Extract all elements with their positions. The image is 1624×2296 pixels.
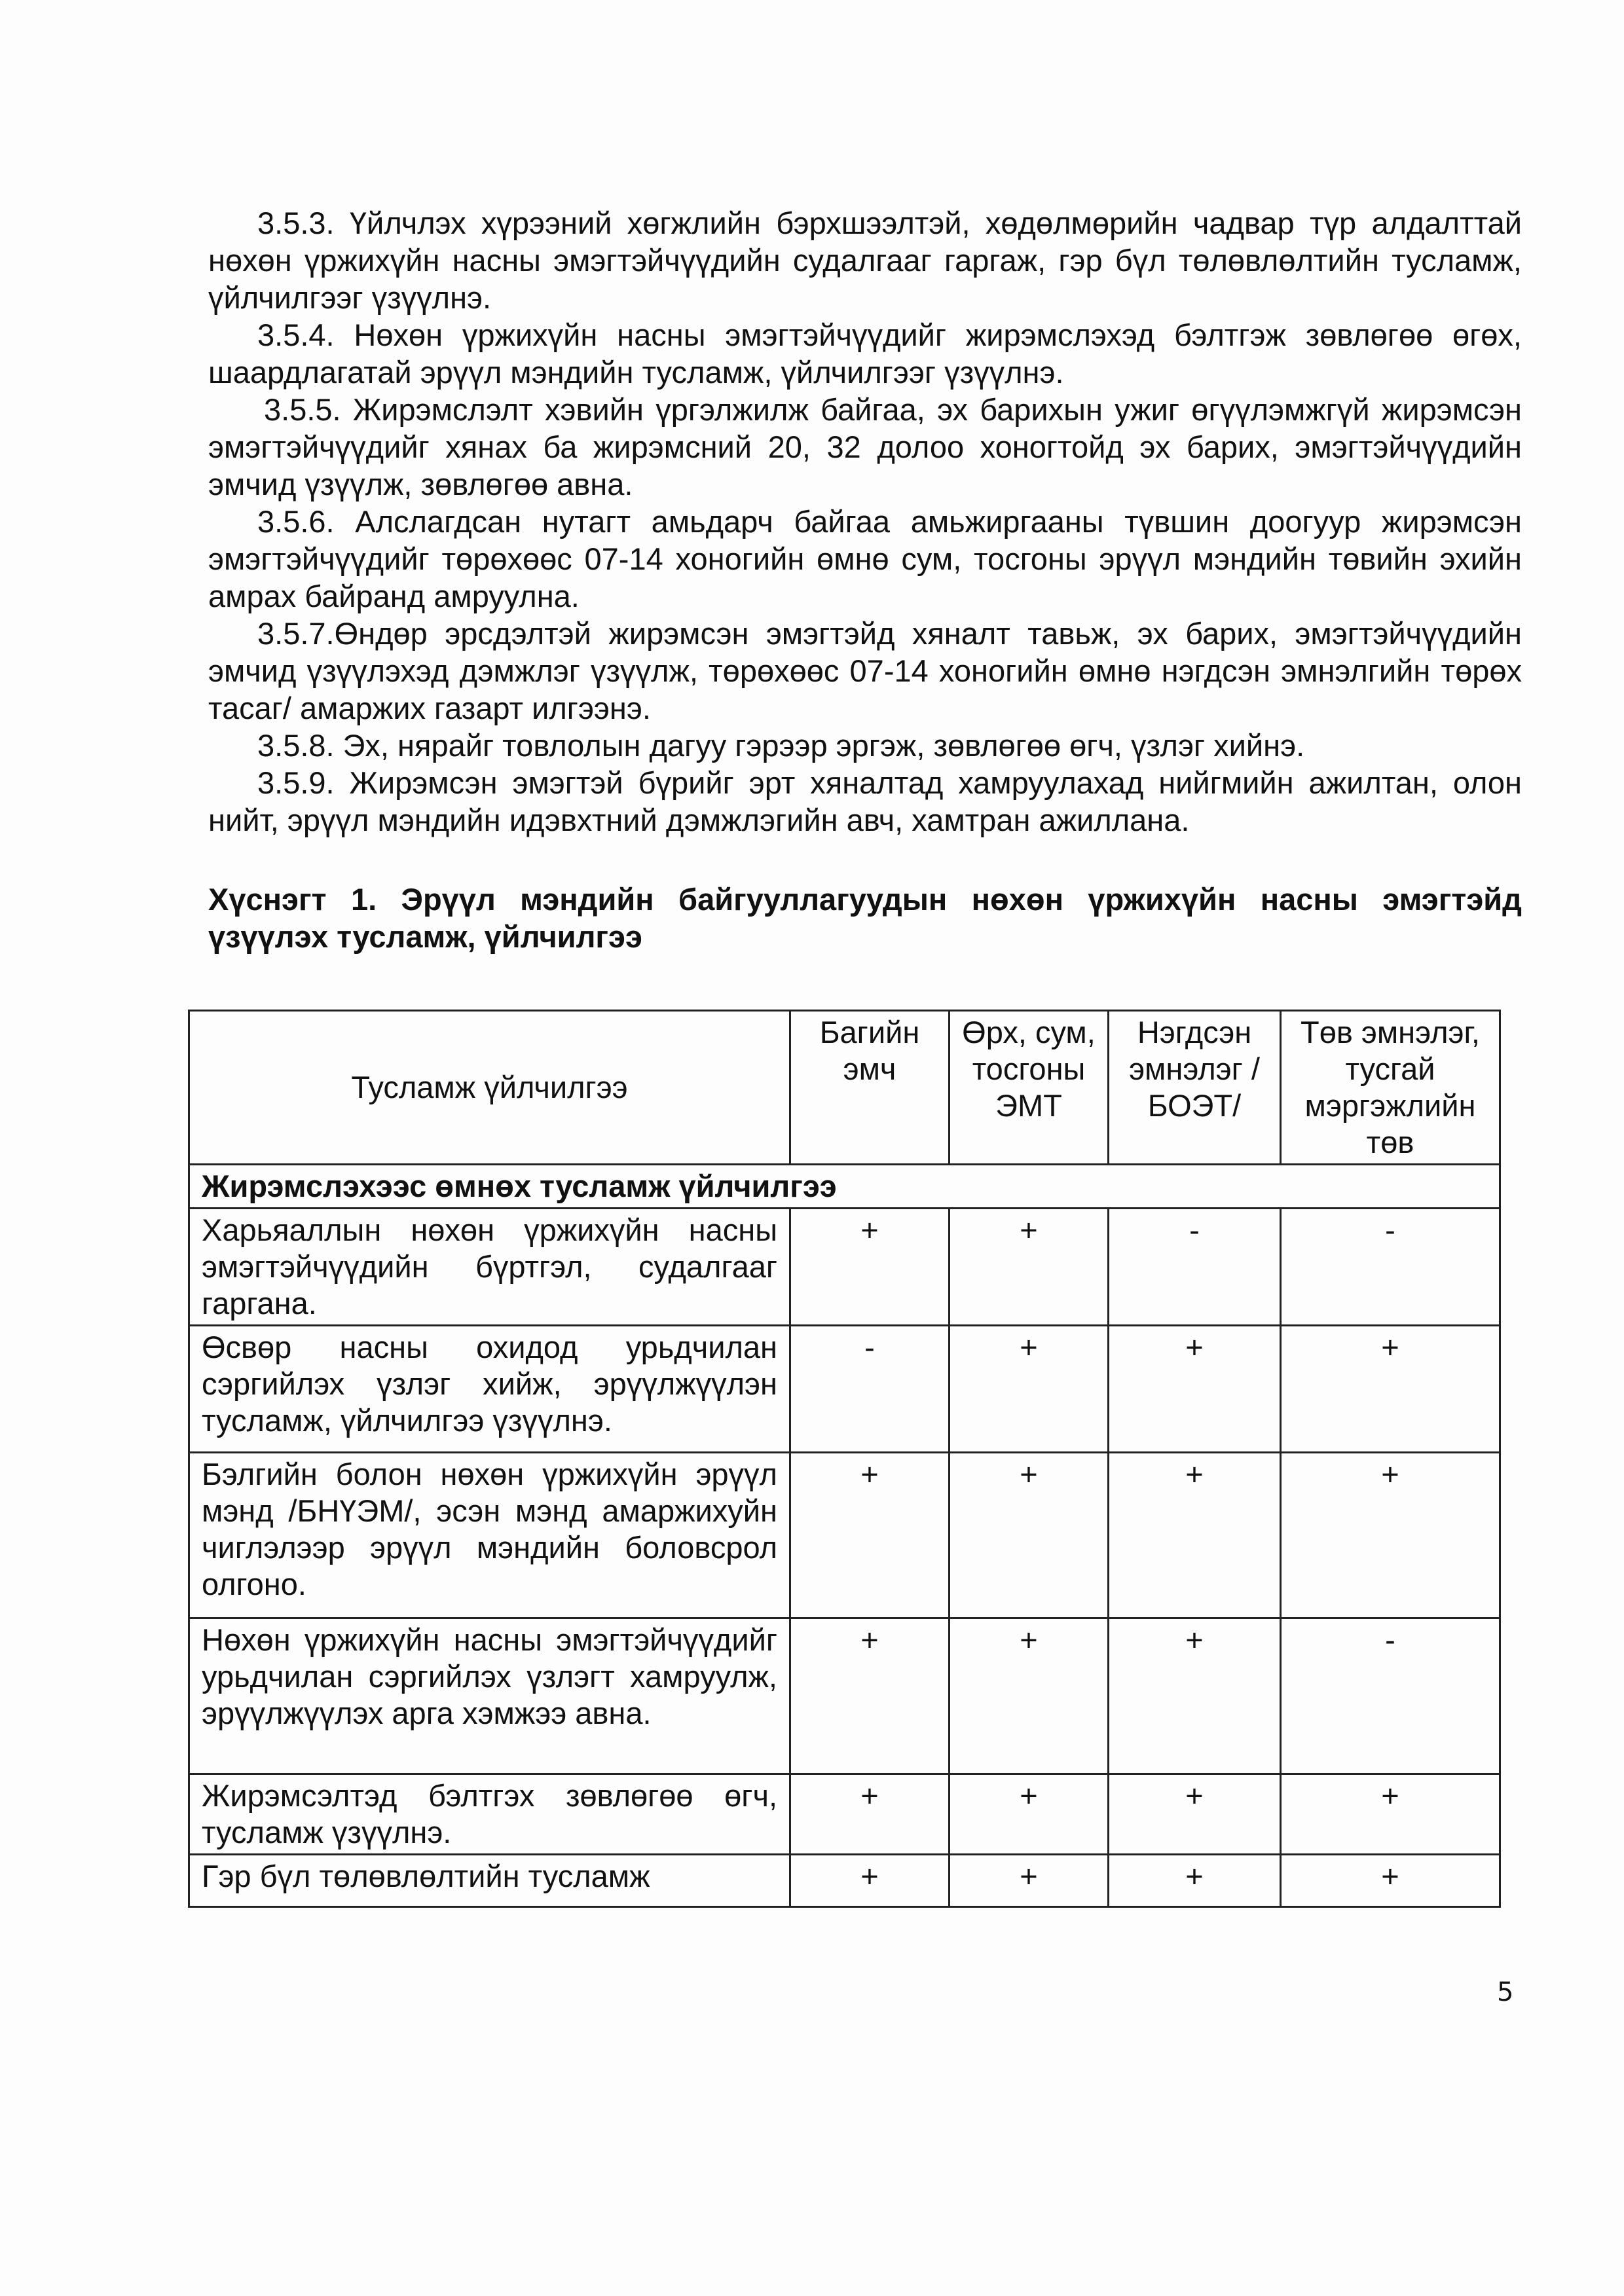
mark-cell: + bbox=[790, 1209, 950, 1326]
paragraph-3-5-9: 3.5.9. Жирэмсэн эмэгтэй бүрийг эрт хяналтад хамруулахад нийгмийн ажилтан, олон нийт, эрүүл мэндийн идэвхтний дэмжлэгийн авч, хамтран ажиллана. bbox=[208, 765, 1522, 837]
service-cell: Бэлгийн болон нөхөн үржихүйн эрүүл мэнд /БНҮЭМ/, эсэн мэнд амаржихуйн чиглэлээр эрүүл мэндийн боловсрол олгоно. bbox=[189, 1453, 790, 1618]
header-service: Тусламж үйлчилгээ bbox=[189, 1011, 790, 1165]
paragraph-3-5-8: 3.5.8. Эх, нярайг товлолын дагуу гэрээр эргэж, зөвлөгөө өгч, үзлэг хийнэ. bbox=[257, 728, 1305, 763]
paragraph-3-5-6: 3.5.6. Алслагдсан нутагт амьдарч байгаа амьжиргааны түвшин доогуур жирэмсэн эмэгтэйчүүдийг төрөхөөс 07-14 хоногийн өмнө сум, тосгоны эрүүл мэндийн төвийн эхийн амрах байранд амруулна. bbox=[208, 504, 1522, 613]
table-header-row bbox=[189, 1011, 1500, 1165]
service-cell: Жирэмсэлтэд бэлтгэх зөвлөгөө өгч, тусламж үзүүлнэ. bbox=[189, 1774, 790, 1855]
services-table bbox=[188, 1010, 1501, 1908]
mark-cell: + bbox=[950, 1209, 1109, 1326]
mark-cell: + bbox=[950, 1855, 1109, 1907]
mark-cell: + bbox=[790, 1774, 950, 1855]
header-team-doctor: Багийн эмч bbox=[790, 1011, 950, 1165]
table-section-row bbox=[189, 1165, 1500, 1209]
header-central-hospital: Төв эмнэлэг, тусгай мэргэжлийн төв bbox=[1281, 1011, 1500, 1165]
mark-cell: + bbox=[1281, 1774, 1500, 1855]
mark-cell: - bbox=[1281, 1618, 1500, 1774]
mark-cell: - bbox=[1281, 1209, 1500, 1326]
service-cell: Нөхөн үржихүйн насны эмэгтэйчүүдийг урьдчилан сэргийлэх үзлэгт хамруулж, эрүүлжүүлэх арга хэмжээ авна. bbox=[189, 1618, 790, 1774]
header-general-hospital: Нэгдсэн эмнэлэг /БОЭТ/ bbox=[1109, 1011, 1281, 1165]
header-family-soum-center: Өрх, сум, тосгоны ЭМТ bbox=[950, 1011, 1109, 1165]
mark-cell: + bbox=[1281, 1855, 1500, 1907]
table-row bbox=[189, 1774, 1500, 1855]
mark-cell: + bbox=[1281, 1453, 1500, 1618]
service-cell: Харьяаллын нөхөн үржихүйн насны эмэгтэйчүүдийн бүртгэл, судалгааг гаргана. bbox=[189, 1209, 790, 1326]
table-row bbox=[189, 1453, 1500, 1618]
mark-cell: + bbox=[950, 1453, 1109, 1618]
mark-cell: + bbox=[790, 1618, 950, 1774]
mark-cell: + bbox=[950, 1326, 1109, 1453]
mark-cell: + bbox=[1109, 1453, 1281, 1618]
paragraph-3-5-4: 3.5.4. Нөхөн үржихүйн насны эмэгтэйчүүдийг жирэмслэхэд бэлтгэж зөвлөгөө өгөх, шаардлагатай эрүүл мэндийн тусламж, үйлчилгээг үзүүлнэ. bbox=[208, 318, 1522, 390]
mark-cell: + bbox=[950, 1774, 1109, 1855]
mark-cell: + bbox=[1109, 1855, 1281, 1907]
mark-cell: + bbox=[790, 1453, 950, 1618]
paragraph-3-5-3: 3.5.3. Үйлчлэх хүрээний хөгжлийн бэрхшээлтэй, хөдөлмөрийн чадвар түр алдалттай нөхөн үржихүйн насны эмэгтэйчүүдийн судалгааг гаргаж, гэр бүл төлөвлөлтийн тусламж, үйлчилгээг үзүүлнэ. bbox=[208, 206, 1522, 315]
service-cell: Өсвөр насны охидод урьдчилан сэргийлэх үзлэг хийж, эрүүлжүүлэн тусламж, үйлчилгээ үзүүлнэ. bbox=[189, 1326, 790, 1453]
mark-cell: + bbox=[1109, 1774, 1281, 1855]
table-caption: Хүснэгт 1. Эрүүл мэндийн байгууллагуудын нөхөн үржихүйн насны эмэгтэйд үзүүлэх тусламж, үйлчилгээ bbox=[208, 882, 1522, 954]
mark-cell: + bbox=[1109, 1618, 1281, 1774]
section-title: Жирэмслэхээс өмнөх тусламж үйлчилгээ bbox=[189, 1165, 1500, 1209]
paragraph-3-5-5: 3.5.5. Жирэмслэлт хэвийн үргэлжилж байгаа, эх барихын ужиг өгүүлэмжгүй жирэмсэн эмэгтэйчүүдийг хянах ба жирэмсний 20, 32 долоо хоногтойд эх барих, эмэгтэйчүүдийн эмчид үзүүлж, зөвлөгөө авна. bbox=[208, 392, 1522, 501]
table-row bbox=[189, 1618, 1500, 1774]
mark-cell: - bbox=[790, 1326, 950, 1453]
table-row bbox=[189, 1326, 1500, 1453]
mark-cell: - bbox=[1109, 1209, 1281, 1326]
mark-cell: + bbox=[1281, 1326, 1500, 1453]
body-paragraphs bbox=[208, 204, 1522, 839]
page-number: 5 bbox=[1497, 1977, 1514, 2007]
table-row bbox=[189, 1209, 1500, 1326]
mark-cell: + bbox=[950, 1618, 1109, 1774]
service-cell: Гэр бүл төлөвлөлтийн тусламж bbox=[189, 1855, 790, 1907]
paragraph-3-5-7: 3.5.7.Өндөр эрсдэлтэй жирэмсэн эмэгтэйд хяналт тавьж, эх барих, эмэгтэйчүүдийн эмчид үзүүлэхэд дэмжлэг үзүүлж, төрөхөөс 07-14 хоногийн өмнө нэгдсэн эмнэлгийн төрөх тасаг/ амаржих газарт илгээнэ. bbox=[208, 616, 1522, 725]
mark-cell: + bbox=[1109, 1326, 1281, 1453]
table-row bbox=[189, 1855, 1500, 1907]
mark-cell: + bbox=[790, 1855, 950, 1907]
